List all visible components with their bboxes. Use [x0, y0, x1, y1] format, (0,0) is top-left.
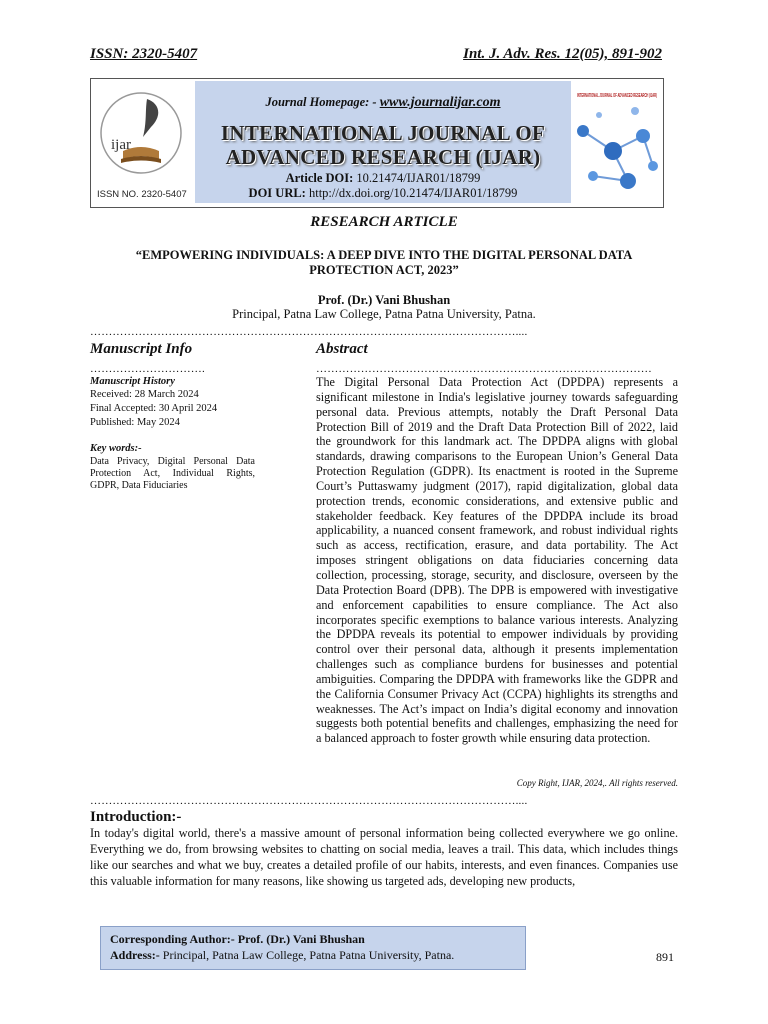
author-affiliation: Principal, Patna Law College, Patna Patna University, Patna. [232, 307, 536, 321]
keywords-list: Data Privacy, Digital Personal Data Protection Act, Individual Rights, GDPR, Data Fiduciaries [90, 456, 255, 491]
journal-title [195, 121, 571, 169]
logo-text: ijar [111, 137, 131, 153]
homepage-url[interactable]: www.journalijar.com [379, 95, 501, 110]
address-label: Address:- [110, 948, 160, 962]
address-value: Principal, Patna Law College, Patna Patna University, Patna. [159, 948, 455, 962]
logo-issn: ISSN NO. 2320-5407 [97, 189, 187, 200]
separator-bottom: …………………………………………………………………………………………………….... [90, 795, 528, 807]
article-title-line1: “EMPOWERING INDIVIDUALS: A DEEP DIVE INTO THE DIGITAL PERSONAL DATA [135, 248, 633, 262]
doi-url-label: DOI URL: [248, 186, 306, 200]
journal-title-line1: INTERNATIONAL JOURNAL OF [220, 121, 546, 145]
doi-value: 10.21474/IJAR01/18799 [356, 171, 481, 185]
introduction-heading: Introduction:- [90, 809, 182, 825]
abstract-text: The Digital Personal Data Protection Act (DPDPA) represents a significant milestone in India's legislative journey towards safeguarding personal data. Previous attempts, notably the Draft Personal Data Protection Bill of 2019 and the Draft Data Protection Bill of 2022, laid the groundwork for this landmark act. The DPDPA aligns with global standards, drawing comparisons to the European Union’s General Data Protection Regulation (GDPR). Its enactment is rooted in the Supreme Court’s Puttaswamy judgment (2017), rapid digitalization, global data protection trends, economic considerations, and extensive public and stakeholder feedback. Key features of the DPDPA include its broad applicability, a nuanced consent framework, and robust individual rights such as access, rectification, erasure, and data portability. The Act imposes stringent obligations on data fiduciaries concerning data collection, processing, storage, security, and disclosure, overseen by the Data Protection Board (DPB). The DPB is empowered with investigative and enforcement capabilities to ensure compliance. The Act also incorporates specific exemptions to balance various interests. Analyzing the DPDPA reveals its potential to empower individuals by providing control over their personal data, although it presents implementation challenges such as compliance burdens for businesses and potential ambiguities. Comparing the DPDPA with frameworks like the GDPR and the California Consumer Privacy Act (CCPA) highlights its strengths and weaknesses. The Act’s impact on India’s digital economy and innovation suggests both potential benefits and challenges, emphasizing the need for a balanced approach to foster growth while ensuring data protection. [316, 375, 678, 746]
journal-title-line2: ADVANCED RESEARCH (IJAR) [225, 145, 541, 169]
doi-block [195, 171, 571, 201]
abstract-heading: Abstract [316, 341, 368, 357]
article-title [110, 248, 658, 278]
published-date: Published: May 2024 [90, 417, 180, 428]
doi-url[interactable]: http://dx.doi.org/10.21474/IJAR01/18799 [308, 186, 518, 200]
journal-banner [90, 78, 664, 208]
banner-center [195, 81, 571, 203]
issn-header: ISSN: 2320-5407 [90, 46, 198, 62]
corresponding-author-box [100, 926, 526, 970]
accepted-date: Final Accepted: 30 April 2024 [90, 403, 218, 414]
cover-title: INTERNATIONAL JOURNAL OF ADVANCED RESEARCH (IJAR) [577, 93, 658, 99]
manuscript-history-title: Manuscript History [90, 376, 175, 387]
citation-header: Int. J. Adv. Res. 12(05), 891-902 [463, 46, 662, 62]
introduction-text: In today's digital world, there's a massive amount of personal information being collected everywhere we go online. Everything we do, from browsing websites to chatting on social media, leaves a trail. This data, which includes things like our searches and what we buy, creates a detailed profile of our habits, interests, and even finances. Companies use this valuable information for many reasons, like showing us targeted ads, developing new products, [90, 826, 678, 888]
manuscript-info-heading: Manuscript Info [90, 341, 193, 357]
received-date: Received: 28 March 2024 [90, 389, 199, 400]
article-type: RESEARCH ARTICLE [310, 214, 458, 230]
keywords-title: Key words:- [90, 443, 142, 454]
separator-right: ……………………………………………………………………………… [316, 363, 652, 375]
copyright-note: Copy Right, IJAR, 2024,. All rights reserved. [516, 778, 678, 788]
separator-left: …………………………. [90, 363, 205, 375]
article-title-line2: PROTECTION ACT, 2023” [309, 263, 459, 277]
corresponding-author: Corresponding Author:- Prof. (Dr.) Vani Bhushan [110, 932, 365, 946]
author-address [110, 948, 454, 963]
homepage-label: Journal Homepage: - [265, 95, 380, 109]
doi-label: Article DOI: [285, 171, 354, 185]
journal-cover-image [573, 81, 661, 203]
ijar-logo [93, 81, 193, 203]
journal-homepage [195, 95, 571, 111]
author-name: Prof. (Dr.) Vani Bhushan [317, 293, 451, 307]
page-number: 891 [656, 950, 674, 964]
separator-top: …………………………………………………………………………………………………….... [90, 326, 528, 338]
